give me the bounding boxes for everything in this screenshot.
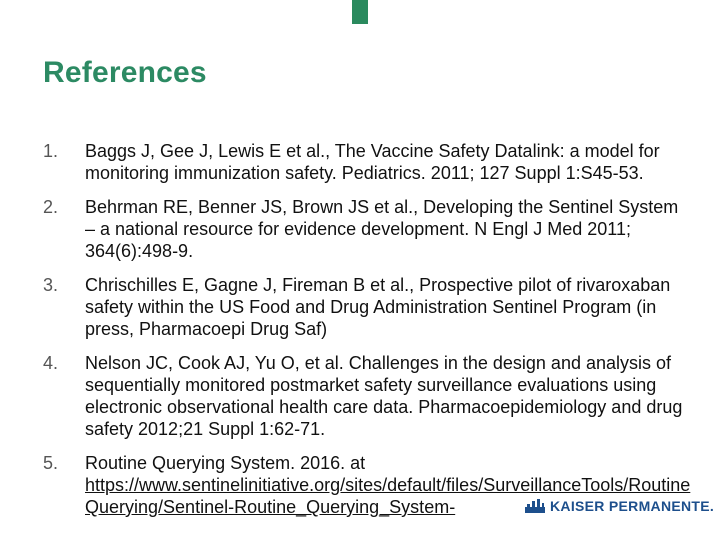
reference-number: 4. [43, 353, 59, 373]
reference-number: 1. [43, 141, 59, 161]
kaiser-permanente-logo [522, 498, 716, 514]
reference-number: 3. [43, 275, 59, 295]
page-title: References [43, 56, 207, 89]
reference-item [43, 274, 693, 340]
kaiser-permanente-icon [524, 498, 546, 514]
reference-text: Chrischilles E, Gagne J, Fireman B et al., Prospective pilot of rivaroxaban safety within the US Food and Drug Administration Sentinel Program (in press, Pharmacoepi Drug Saf) [85, 275, 671, 339]
reference-item [43, 196, 693, 262]
reference-link[interactable]: https://www.sentinelinitiative.org/sites/default/files/SurveillanceTools/RoutineQuerying/Sentinel-Routine_Querying_System- [85, 475, 691, 517]
reference-text: Routine Querying System. 2016. at [85, 453, 366, 473]
reference-item [43, 352, 693, 440]
reference-text: Baggs J, Gee J, Lewis E et al., The Vaccine Safety Datalink: a model for monitoring immunization safety. Pediatrics. 2011; 127 Suppl 1:S45-53. [85, 141, 660, 183]
reference-text: Behrman RE, Benner JS, Brown JS et al., Developing the Sentinel System – a national resource for evidence development. N Engl J Med 2011; 364(6):498-9. [85, 197, 679, 261]
reference-number: 2. [43, 197, 59, 217]
logo-text: KAISER PERMANENTE. [550, 498, 715, 514]
reference-item [43, 140, 693, 184]
reference-text: Nelson JC, Cook AJ, Yu O, et al. Challenges in the design and analysis of sequentially monitored postmarket safety surveillance evaluations using electronic observational health care data. Pharmacoepidemiology and drug safety 2012;21 Suppl 1:62-71. [85, 353, 683, 439]
reference-list [43, 140, 693, 530]
top-accent-bar [352, 0, 368, 24]
reference-number: 5. [43, 453, 59, 473]
